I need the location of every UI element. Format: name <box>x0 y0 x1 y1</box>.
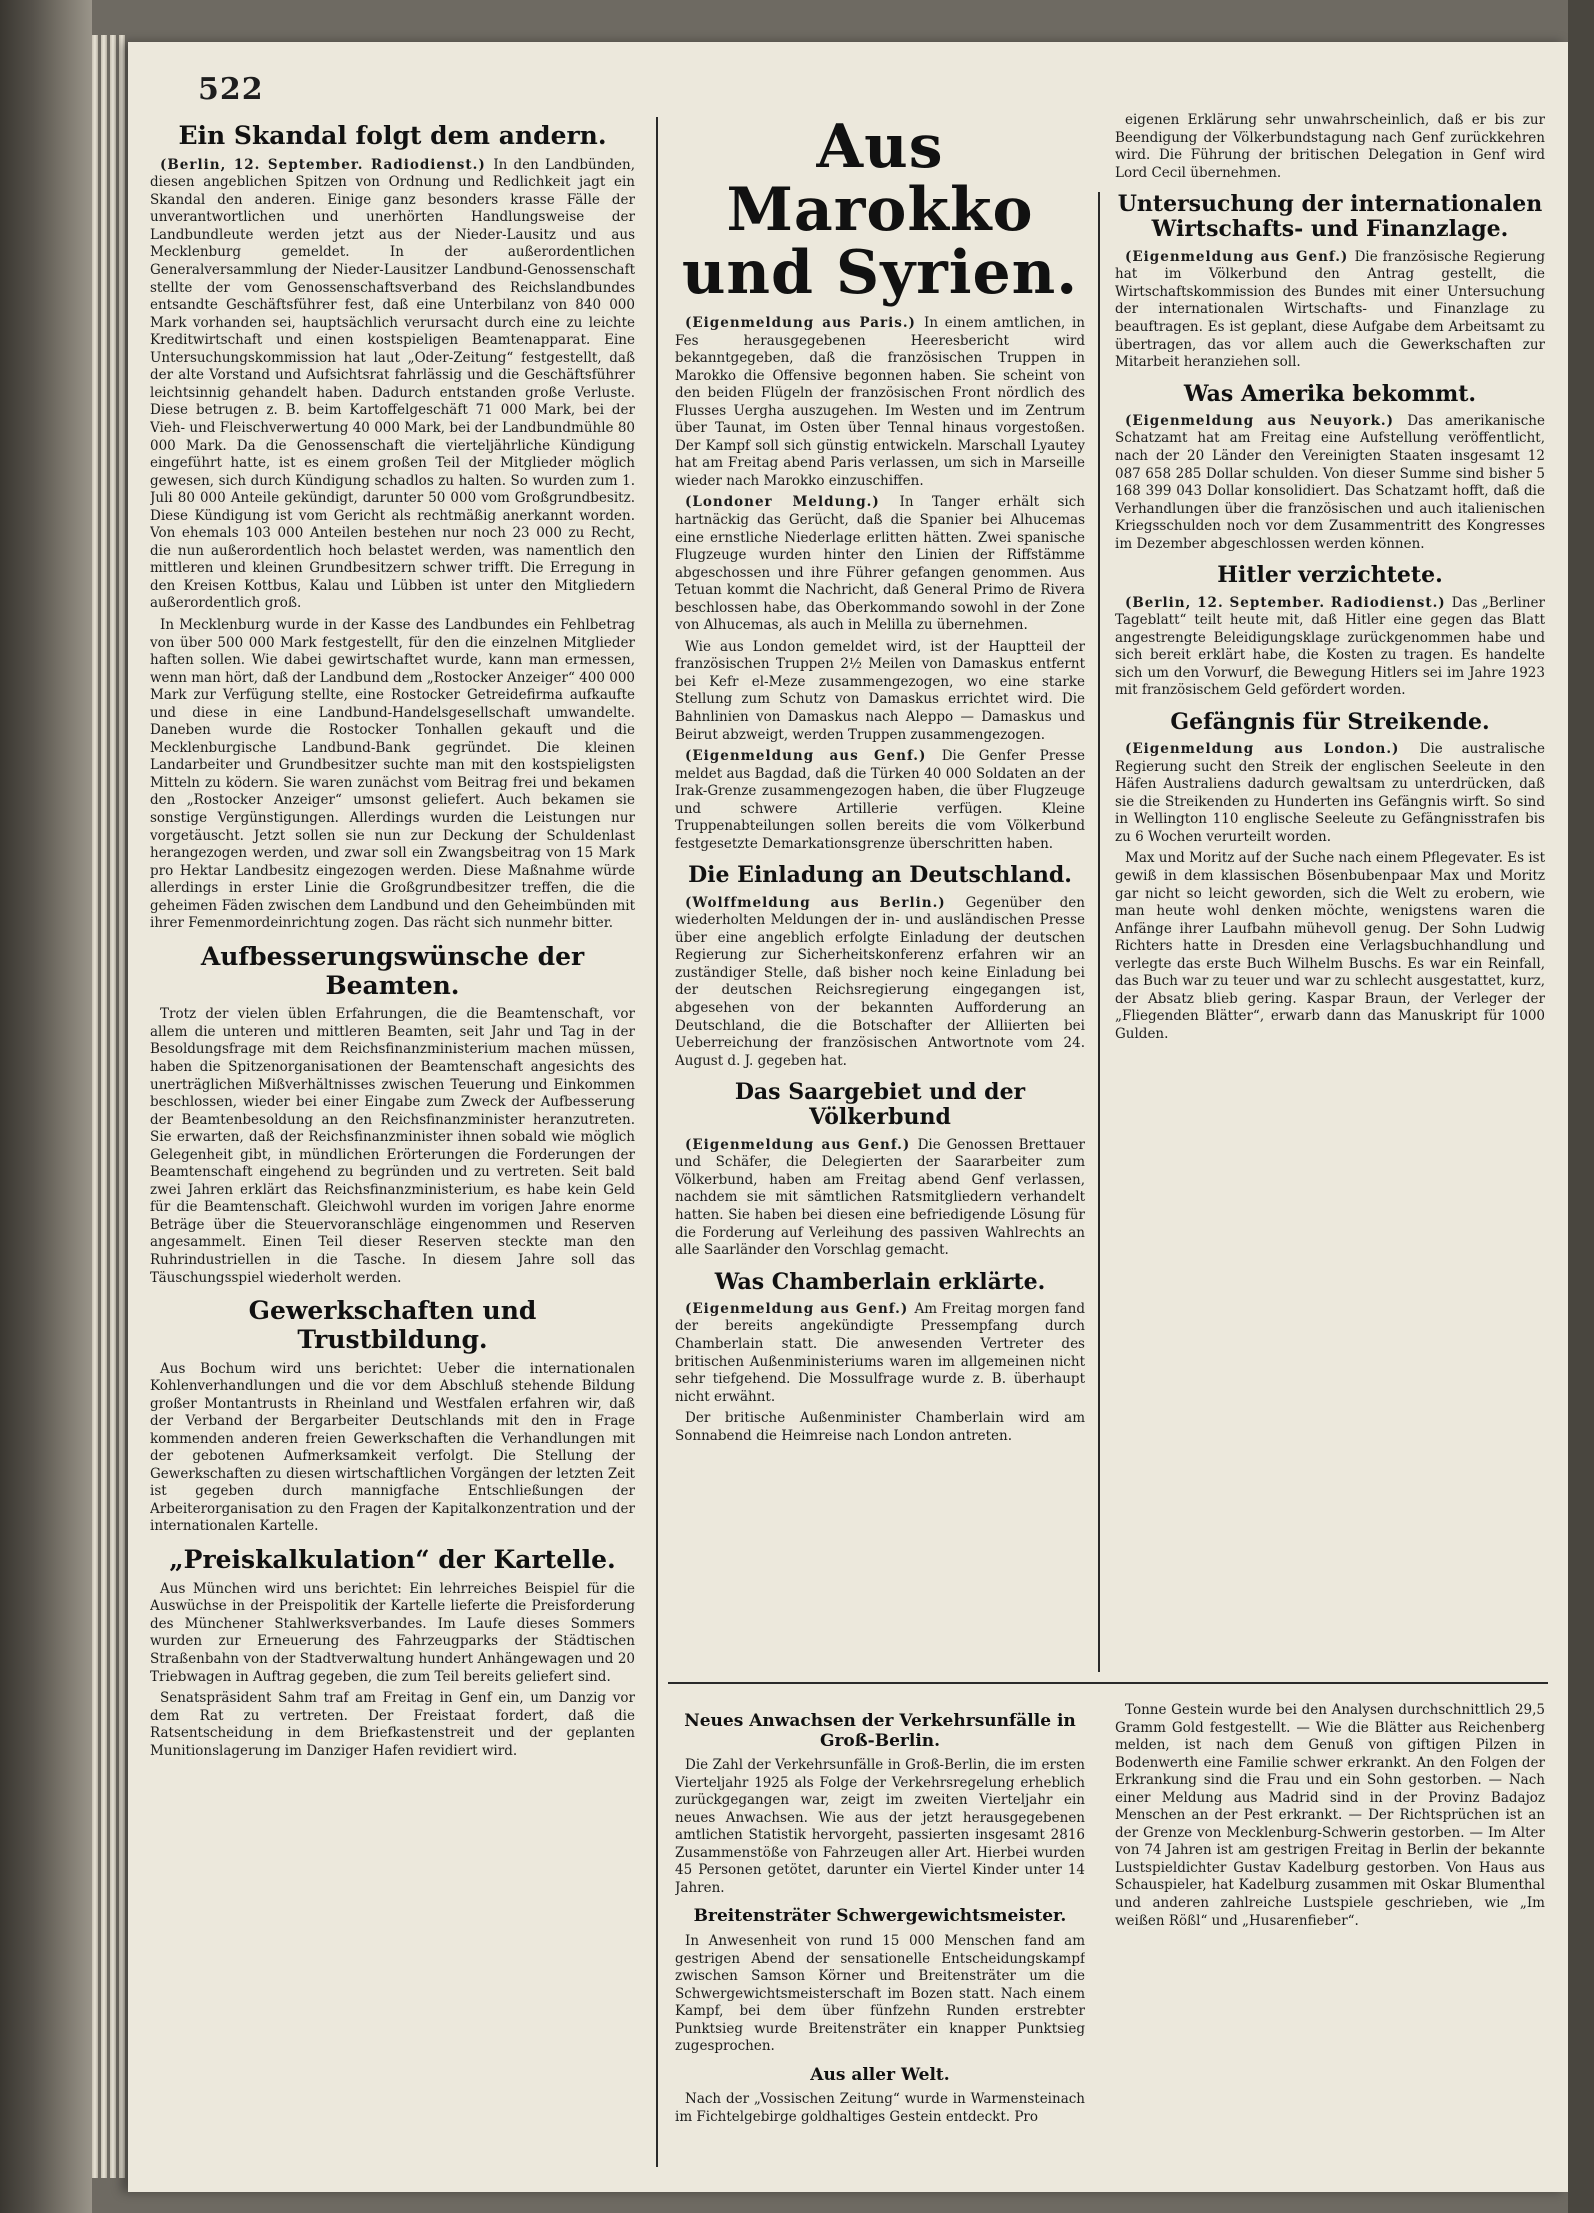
article-body <box>150 1361 635 1536</box>
article-text: Senatspräsident Sahm traf am Freitag in Genf ein, um Danzig vor dem Rat zu vertreten. Der Freistaat fordert, daß die Ratsentscheidung in dem Briefkastenstreit und der geplanten Munitionslagerung im Danziger Hafen revidiert wird. <box>150 1690 635 1759</box>
article-headline: Breitensträter Schwergewichtsmeister. <box>693 1906 1067 1927</box>
article-body <box>1115 741 1545 846</box>
article-dateline: (Berlin, 12. September. Radiodienst.) <box>160 156 494 173</box>
article-dateline: (Wolffmeldung aus Berlin.) <box>685 894 966 911</box>
article-body <box>675 1137 1085 1260</box>
page-edge <box>92 35 98 2178</box>
article-headline: Hitler verzichtete. <box>1217 562 1443 589</box>
article-headline: Gefängnis für Streikende. <box>1170 708 1490 735</box>
article <box>150 1690 635 1760</box>
article-headline: Aus aller Welt. <box>810 2064 950 2085</box>
page-edge <box>101 35 107 2178</box>
article-text: Max und Moritz auf der Suche nach einem Pflegevater. Es ist gewiß in dem klassischen Bösenbubenpaar Max und Moritz gar nicht so leicht geworden, sich die Welt zu erobern, wie man heute wohl denken möchte, wenigstens waren die Anfänge ihrer Laufbahn mühevoll genug. Der Sohn Ludwig Richters hatte in Dresden eine Verlagsbuchhandlung und verlegte das erste Buch Wilhelm Buschs. Es war ein Reinfall, das Buch war zu teuer und war zu schlecht ausgestattet, kurz, der Absatz blieb gering. Kaspar Braun, der Verleger der „Fliegenden Blätter“, erwarb dann das Manuskript für 1000 Gulden. <box>1115 850 1545 1042</box>
article-dateline: (Eigenmeldung aus Genf.) <box>685 1300 915 1317</box>
article-body <box>675 2091 1085 2126</box>
article-body <box>150 157 635 613</box>
article-text: In Mecklenburg wurde in der Kasse des Landbundes ein Fehlbetrag von über 500 000 Mark festgestellt, für den die einzelnen Mitglieder haften sollen. Wie dabei gewirtschaftet wurde, kann man ermessen, wenn man hört, daß der Landbund dem „Rostocker Anzeiger“ 400 000 Mark zur Verfügung stellte, eine Rostocker Getreidefirma aufkaufte und diese in eine Landbund-Handelsgesellschaft umwandelte. Daneben wurde die Rostocker Tonhallen gekauft und die Mecklenburgische Landbund-Bank gegründet. Die kleinen Landarbeiter und Grundbesitzer suchte man mit den kostspieligsten Mitteln zu ködern. Sie waren zunächst vom Beitrag frei und bekamen den „Rostocker Anzeiger“ umsonst geliefert. Auch bekamen sie sonstige Vergünstigungen. Allerdings wurden die Leistungen nur vorgetäuscht. Jetzt sollen sie nun zur Deckung der Schuldenlast herangezogen werden, und zwar soll ein Zwangsbeitrag von 15 Mark pro Hektar Landbesitz eingezogen werden. Diese Maßnahme würde allerdings in erster Linie die Großgrundbesitzer treffen, die die geheimen Fäden zwischen dem Landbund und den Geheimbünden mit ihrer Femenmordeinrichtung zogen. Das rächt sich nunmehr bitter. <box>150 616 635 932</box>
article <box>1115 563 1545 700</box>
article-headline: Neues Anwachsen der Verkehrsunfälle in Groß-Berlin. <box>684 1711 1076 1751</box>
page-edge-right <box>1568 0 1594 2213</box>
article-body <box>675 748 1085 853</box>
middle-column <box>675 112 1085 1672</box>
article-headline: Das Saargebiet und der Völkerbund <box>734 1079 1026 1131</box>
left-column <box>150 112 635 2177</box>
article-body <box>675 1757 1085 1897</box>
article-body <box>675 1410 1085 1445</box>
article-text: Die Genossen Brettauer und Schäfer, die Delegierten der Saararbeiter zum Völkerbund, haben am Freitag abend Genf verlassen, nachdem sie mit sämtlichen Ratsmitgliedern verhandelt hatten. Sie haben bei diesen eine befriedigende Lösung für die Forderung auf Verleihung des passiven Wahlrechts an alle Saarländer den Vorschlag gemacht. <box>675 1136 1085 1259</box>
article-text: In Anwesenheit von rund 15 000 Menschen fand am gestrigen Abend der sensationelle Entscheidungskampf zwischen Samson Körner und Breitensträter um die Schwergewichtsmeisterschaft im Bozen statt. Nach einem Kampf, bei dem über fünfzehn Runden erstrebter Punktsieg wurde Breitensträter ein knapper Punktsieg zugesprochen. <box>675 1933 1085 2055</box>
article-body <box>675 1301 1085 1406</box>
article <box>675 1270 1085 1407</box>
article-dateline: (Eigenmeldung aus Genf.) <box>1125 248 1355 265</box>
article-text: Das amerikanische Schatzamt hat am Freitag eine Aufstellung veröffentlicht, nach der 20 Länder den Vereinigten Staaten insgesamt 12 087 658 285 Dollar schulden. Von dieser Summe sind bisher 5 168 399 043 Dollar konsolidiert. Das Schatzamt hofft, daß die Verhandlungen über die französischen und auch italienischen Kriegsschulden noch vor dem Zusammentritt des Kongresses im Dezember abgeschlossen werden können. <box>1115 412 1545 552</box>
article-text: In Tanger erhält sich hartnäckig das Gerücht, daß die Spanier bei Alhucemas eine ernstliche Niederlage erlitten hätten. Zwei spanische Flugzeuge wurden hinter den Linien der Riffstämme abgeschossen und ihre Führer gefangen genommen. Aus Tetuan kommt die Nachricht, daß General Primo de Rivera beschlossen habe, das Oberkommando sowohl in der Zone von Alhucemas, als auch in Melilla zu übernehmen. <box>675 494 1085 634</box>
article-headline: Ein Skandal folgt dem andern. <box>178 121 607 150</box>
bottom-middle-column <box>675 1702 1085 2182</box>
article-body <box>1115 850 1545 1043</box>
article-text: Das „Berliner Tageblatt“ teilt heute mit, daß Hitler eine gegen das Blatt angestrengte Beleidigungsklage zurückgenommen habe und sich bereit erklärt habe, die Kosten zu tragen. Es handelte sich um den Vorwurf, die Bewegung Hitlers sei im Jahre 1923 mit französischem Geld gefördert worden. <box>1115 594 1545 699</box>
article-body <box>150 1690 635 1760</box>
article-body <box>1115 595 1545 700</box>
article-dateline: (Eigenmeldung aus Genf.) <box>685 1136 918 1153</box>
article-text: Nach der „Vossischen Zeitung“ wurde in Warmensteinach im Fichtelgebirge goldhaltiges Gestein entdeckt. Pro <box>675 2091 1085 2125</box>
article <box>1115 710 1545 847</box>
article-body <box>675 315 1085 490</box>
newspaper-page <box>128 42 1568 2192</box>
article <box>1115 192 1545 371</box>
page-edge <box>110 35 116 2178</box>
article-body <box>1115 112 1545 182</box>
article-dateline: (Eigenmeldung aus Paris.) <box>685 315 925 331</box>
article-body <box>150 617 635 933</box>
article <box>150 943 635 1287</box>
article <box>1115 112 1545 182</box>
article <box>1115 850 1545 1043</box>
article-body <box>150 1581 635 1686</box>
article-headline: Was Amerika bekommt. <box>1183 380 1477 407</box>
article-body <box>675 895 1085 1070</box>
article <box>675 1712 1085 1897</box>
article-text: Die französische Regierung hat im Völkerbund den Antrag gestellt, die Wirtschaftskommission des Bundes mit einer Untersuchung der internationalen Wirtschafts- und Finanzlage zu beauftragen. Es ist geplant, diese Aufgabe dem Arbeitsamt zu übertragen, das vor allem auch die Gewerkschaften zur Mitarbeit heranziehen soll. <box>1115 248 1545 371</box>
article <box>675 1080 1085 1259</box>
middle-column-body <box>675 315 1085 1445</box>
article-body <box>1115 1702 1545 1930</box>
article <box>150 617 635 933</box>
column-rule <box>1098 192 1100 1672</box>
article-body <box>675 639 1085 744</box>
article <box>150 122 635 613</box>
right-column <box>1115 112 1545 1672</box>
article-dateline: (Eigenmeldung aus Genf.) <box>685 748 942 765</box>
article-dateline: (Eigenmeldung aus London.) <box>1125 741 1420 758</box>
masthead-headline: Aus Marokko und Syrien. <box>681 112 1079 308</box>
article-headline: Die Einladung an Deutschland. <box>688 862 1072 889</box>
article-text: eigenen Erklärung sehr unwahrscheinlich, daß er bis zur Beendigung der Völkerbundstagung nach Genf zurückkehren wird. Die Führung der britischen Delegation in Genf wird Lord Cecil übernehmen. <box>1115 112 1545 181</box>
article-body <box>1115 249 1545 372</box>
article-text: Aus Bochum wird uns berichtet: Ueber die internationalen Kohlenverhandlungen und die vor dem Abschluß stehende Bildung großer Montantrusts in Rheinland und Westfalen erfahren wir, daß der Verband der Bergarbeiter Deutschlands mit den in Frage kommenden anderen freien Gewerkschaften die Verhandlungen mit der gebotenen Aufmerksamkeit verfolgt. Die Stellung der Gewerkschaften zu diesen wirtschaftlichen Vorgängen der letzten Zeit ist gegeben durch mannigfache Entschließungen der Arbeiterorganisation zu den Fragen der Kapitalkonzentration und der internationalen Kartelle. <box>150 1360 635 1535</box>
article <box>675 748 1085 853</box>
article <box>675 1410 1085 1445</box>
article-text: Die Genfer Presse meldet aus Bagdad, daß die Türken 40 000 Soldaten an der Irak-Grenze zusammengezogen haben, die über Flugzeuge und schwere Artillerie verfügen. Kleine Truppenabteilungen sollen bereits die vom Völkerbund festgesetzte Demarkationsgrenze überschritten haben. <box>675 748 1085 852</box>
column-rule <box>656 117 658 2167</box>
article-text: Die australische Regierung sucht den Streik der englischen Seeleute in den Häfen Australiens dadurch gewaltsam zu unterdrücken, daß sie die Streikenden zu Hunderten ins Gefängnis wirft. So sind in Wellington 110 englische Seeleute zu Gefängnisstrafen bis zu 6 Wochen verurteilt worden. <box>1115 741 1545 845</box>
article-text: Wie aus London gemeldet wird, ist der Hauptteil der französischen Truppen 2½ Meilen von Damaskus entfernt bei Kefr el-Meze zusammengezogen, wo eine starke Stellung zum Schutz von Damaskus errichtet wird. Die Bahnlinien von Damaskus nach Aleppo — Damaskus und Beirut abzweigt, werden Truppen zusammengezogen. <box>675 638 1085 743</box>
article <box>675 1907 1085 2055</box>
article-headline: Untersuchung der internationalen Wirtschafts- und Finanzlage. <box>1117 191 1543 243</box>
article-body <box>150 1006 635 1287</box>
page-number: 522 <box>198 72 264 107</box>
article-dateline: (Berlin, 12. September. Radiodienst.) <box>1125 594 1452 611</box>
page-edge <box>119 35 125 2178</box>
article-body <box>675 1933 1085 2056</box>
article <box>150 1297 635 1536</box>
article <box>675 639 1085 744</box>
article <box>675 863 1085 1070</box>
article-body <box>675 494 1085 634</box>
article <box>1115 1702 1545 1930</box>
article-text: Trotz der vielen üblen Erfahrungen, die die Beamtenschaft, vor allem die unteren und mittleren Beamten, seit Jahr und Tag in der Besoldungsfrage mit dem Reichsfinanzministerium machen müssen, haben die Spitzenorganisationen der Beamtenschaft angesichts des unerträglichen Mißverhältnisses zwischen Teuerung und Einkommen beschlossen, wieder bei einer Eingabe zum Zweck der Aufbesserung der Beamtenbesoldung an den Reichsfinanzminister heranzutreten. Sie erwarten, daß der Reichsfinanzminister ihnen sobald wie möglich Gelegenheit gibt, in mündlichen Erörterungen die Forderungen der Beamtenschaft eingehend zu begründen und zu vertreten. Seit bald zwei Jahren erklärt das Reichsfinanzministerium, es habe kein Geld für die Beamtenschaft. Gleichwohl wurden im vorigen Jahre enorme Beträge über die Steuervoranschläge eingenommen und Reserven angesammelt. Einen Teil dieser Reserven steckte man den Ruhrindustriellen in die Tasche. In diesem Jahre soll das Täuschungsspiel wiederholt werden. <box>150 1006 635 1286</box>
article-text: Die Zahl der Verkehrsunfälle in Groß-Berlin, die im ersten Vierteljahr 1925 als Folge der Verkehrsregelung erheblich zurückgegangen war, zeigt im zweiten Vierteljahr ein neues Anwachsen. Wie aus der jetzt herausgegebenen amtlichen Statistik hervorgeht, passierten insgesamt 2816 Zusammenstöße von Fahrzeugen aller Art. Hierbei wurden 45 Personen getötet, darunter ein Viertel Kinder unter 14 Jahren. <box>675 1757 1085 1896</box>
section-rule <box>668 1682 1548 1684</box>
article <box>675 494 1085 634</box>
article-headline: „Preiskalkulation“ der Kartelle. <box>169 1545 616 1575</box>
article-dateline: (Londoner Meldung.) <box>685 494 900 511</box>
book-binding <box>0 0 92 2213</box>
article-text: In den Landbünden, diesen angeblichen Spitzen von Ordnung und Redlichkeit jagt ein Skandal den anderen. Einige ganz besonders krasse Fälle der unverantwortlichen und unerhörten Handlungsweise der Landbundleute werden jetzt aus der Nieder-Lausitz und aus Mecklenburg gemeldet. In der außerordentlichen Generalversammlung der Nieder-Lausitzer Landbund-Genossenschaft stellte der vom Genossenschaftsverband des Reichslandbundes entsandte Geschäftsführer fest, daß eine Unterbilanz von 840 000 Mark vorhanden sei, hauptsächlich verursacht durch eine zu leichte Kreditwirtschaft und einen kostspieligen Beamtenapparat. Eine Untersuchungskommission hat laut „Oder-Zeitung“ festgestellt, daß der alte Vorstand und Aufsichtsrat fahrlässig und die Geschäftsführer leichtsinnig gehandelt haben. Dadurch entstanden große Verluste. Diese betrugen z. B. beim Kartoffelgeschäft 71 000 Mark, bei der Vieh- und Fleischverwertung 40 000 Mark, bei der Landbundmühle 80 000 Mark. Da die Genossenschaft die vierteljährliche Kündigung eingeführt hatte, ist es einem großen Teil der Mitglieder möglich gewesen, sich durch Kündigung schadlos zu halten. So wurden zum 1. Juli 80 000 Anteile gekündigt, darunter 50 000 vom Großgrundbesitz. Diese Kündigung ist vom Gericht als rechtmäßig anerkannt worden. Von ehemals 103 000 Anteilen bestehen nur noch 23 000 zu Recht, die nun außerordentlich hoch belastet werden, was namentlich den mittleren und kleinen Grundbesitzern schwer trifft. Die Erregung in den Kreisen Kottbus, Kalau und Lübben ist unter den Mitgliedern außerordentlich groß. <box>150 156 635 612</box>
article-headline: Aufbesserungswünsche der Beamten. <box>200 941 585 1000</box>
article-text: Gegenüber den wiederholten Meldungen der in- und ausländischen Presse über eine angeblich erfolgte Einladung der deutschen Regierung zur Sicherheitskonferenz erfahren wir an zuständiger Stelle, daß bisher noch keine Einladung bei der deutschen Reichsregierung eingegangen ist, abgesehen von der bekannten Aufforderung an Deutschland, die die Botschafter der Alliierten bei Ueberreichung der französischen Antwortnote vom 24. August d. J. gegeben hat. <box>675 894 1085 1069</box>
article-body <box>1115 413 1545 553</box>
article <box>675 2066 1085 2127</box>
article-text: Aus München wird uns berichtet: Ein lehrreiches Beispiel für die Auswüchse in der Preispolitik der Kartelle lieferte die Preisforderung des Münchener Stahlwerksverbandes. Im Laufe dieses Sommers wurden zur Erneuerung des Fahrzeugparks der Städtischen Straßenbahn von der Stadtverwaltung hundert Anhängewagen und 20 Triebwagen in Auftrag gegeben, die zum Teil bereits geliefert sind. <box>150 1580 635 1685</box>
article-text: In einem amtlichen, in Fes herausgegebenen Heeresbericht wird bekanntgegeben, daß die französischen Truppen in Marokko die Offensive begonnen haben. Sie scheint von den beiden Flügeln der französischen Front nördlich des Flusses Uergha auszugehen. Im Westen und im Zentrum über Taunat, im Osten über Tennal hinaus vorgestoßen. Der Kampf soll sich günstig entwickeln. Marschall Lyautey hat am Freitag abend Paris verlassen, um sich in Marseille wieder nach Marokko einzuschiffen. <box>675 315 1085 489</box>
article <box>1115 382 1545 554</box>
article-text: Tonne Gestein wurde bei den Analysen durchschnittlich 29,5 Gramm Gold festgestellt. — Wie die Blätter aus Reichenberg melden, ist nach dem Genuß von giftigen Pilzen in Bodenwerth eine Familie schwer erkrankt. An den Folgen der Erkrankung sind die Frau und ein Sohn gestorben. — Nach einer Meldung aus Madrid sind in der Provinz Badajoz Menschen an der Pest erkrankt. — Der Richtsprüchen ist an der Grenze von Mecklenburg-Schwerin gestorben. — Im Alter von 74 Jahren ist am gestrigen Freitag in Berlin der bekannte Lustspieldichter Gustav Kadelburg gestorben. Von Haus aus Schauspieler, hat Kadelburg zusammen mit Oskar Blumenthal und anderen zahlreiche Lustspiele geschrieben, wie „Im weißen Rößl“ und „Husarenfieber“. <box>1115 1702 1545 1929</box>
article-headline: Was Chamberlain erklärte. <box>714 1268 1046 1295</box>
article-text: Am Freitag morgen fand der bereits angekündigte Pressempfang durch Chamberlain statt. Die anwesenden Vertreter des britischen Außenministeriums waren im allgemeinen nicht sehr tiefgehend. Die Mossulfrage wurde z. B. überhaupt nicht erwähnt. <box>675 1300 1085 1405</box>
article <box>675 315 1085 490</box>
article-text: Der britische Außenminister Chamberlain wird am Sonnabend die Heimreise nach London antreten. <box>675 1410 1085 1444</box>
bottom-right-column <box>1115 1702 1545 2182</box>
article-dateline: (Eigenmeldung aus Neuyork.) <box>1125 412 1408 429</box>
article-headline: Gewerkschaften und Trustbildung. <box>248 1296 537 1354</box>
article <box>150 1546 635 1686</box>
